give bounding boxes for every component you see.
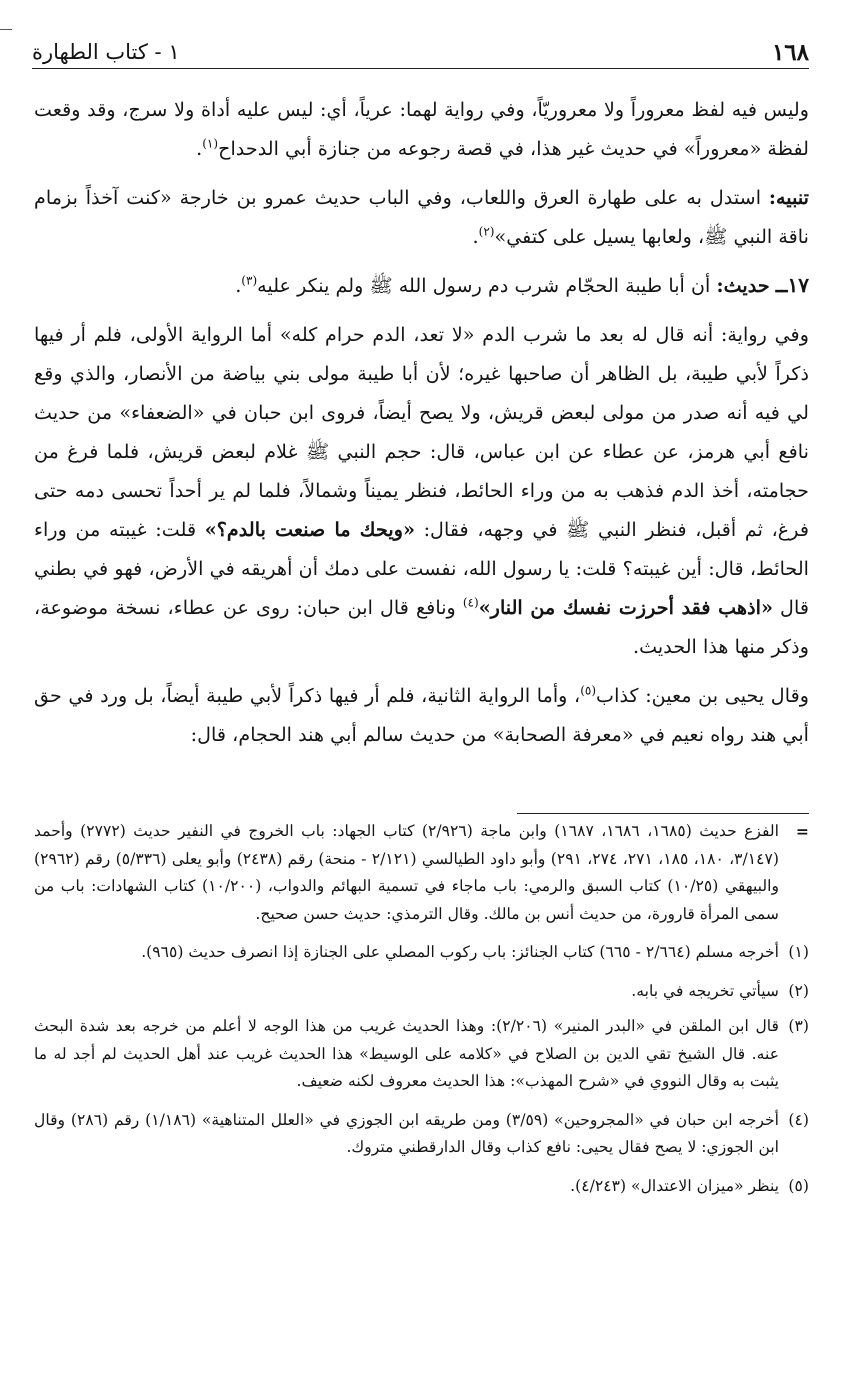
- paragraph-1: وليس فيه لفظ معروراً ولا معروريّاً، وفي رواية لهما: عرياً، أي: ليس عليه أداة ولا سرج، وقد وقعت لفظة «معروراً» في حديث غير هذا، في قصة رجوعه من جنازة أبي الدحداح$^{(١)}$.: [34, 98, 809, 160]
- main-text: [34, 90, 809, 754]
- chapter-title: ١ - كتاب الطهارة: [32, 40, 180, 64]
- yahya-text-b: ، وأما الرواية الثانية، فلم أر فيها ذكراً لأبي طيبة أيضاً، بل ورد في حق أبي هند رواه نعيم في «معرفة الصحابة» من حديث سالم أبي هند الحجام، قال:: [34, 684, 809, 746]
- footnote-ref-4: (٤): [462, 595, 479, 610]
- paragraph-riwaya: [34, 315, 809, 666]
- quote-idhhab: «اذهب فقد أحرزت نفسك من النار»: [478, 596, 773, 619]
- paragraph-1-text: وليس فيه لفظ معروراً ولا معروريّاً، وفي رواية لهما: عرياً، أي: ليس عليه أداة ولا سرج، وقد وقعت لفظة «معروراً» في حديث غير هذا، في قصة رجوعه من جنازة أبي الدحداح: [34, 98, 809, 160]
- footnote-text: الفزع حديث (١٦٨٥، ١٦٨٦، ١٦٨٧) وابن ماجة (٢/٩٢٦) كتاب الجهاد: باب الخروج في النفير حديث (٢٧٧٢) وأحمد (٣/١٤٧، ١٨٠، ١٨٥، ٢٧١، ٢٧٤، ٢٩١) وأبو داود الطيالسي (٢/١٢١ - منحة) رقم (٢٤٣٨) وأبو يعلى (٥/٣٣٦) رقم (٢٩٦٢) والبيهقي (١٠/٢٥) كتاب السبق والرمي: باب ماجاء في تسمية البهائم والدواب، (١٠/٢٠٠) كتاب الشهادات: باب من سمى المرأة قارورة، من حديث أنس بن مالك. وقال الترمذي: حديث حسن صحيح.: [34, 822, 780, 923]
- footnote-ref-2: (٢): [478, 224, 495, 239]
- footnote-3: [34, 1013, 809, 1096]
- riwaya-text-e: ونافع قال ابن حبان: روى عن عطاء، نسخة موضوعة، وذكر منها هذا الحديث.: [34, 596, 809, 658]
- riwaya-text-a: وفي رواية: أنه قال له بعد ما شرب الدم «لا تعد، الدم حرام كله» أما الرواية الأولى، فلم أر فيها ذكراً لأبي طيبة، بل الظاهر أن صاحبها غيره؛ لأن أبا طيبة مولى بني بياضة من الأنصار، والذي وقع لي فيه أنه صدر من مولى لبعض قريش، ولا يصح أيضاً، فروى ابن حبان في «الضعفاء» من حديث نافع أبي هرمز، عن عطاء عن ابن عباس، قال: حجم النبي ﷺ غلام لبعض قريش، فلما فرغ من حجامته، أخذ الدم فذهب به من وراء الحائط، فنظر يميناً وشمالاً، فلما لم ير أحداً تحسى دمه حتى فرغ، ثم أقبل، فنظر النبي ﷺ في وجهه، فقال:: [34, 323, 809, 541]
- footnote-separator: [517, 813, 809, 814]
- yahya-text-a: وقال يحيى بن معين: كذاب: [596, 684, 810, 707]
- footnote-continued: [34, 818, 809, 928]
- footnote-text: قال ابن الملقن في «البدر المنير» (٢/٢٠٦): وهذا الحديث غريب من هذا الوجه لا أعلم من خرجه بعد شدة البحث عنه. قال الشيخ تقي الدين بن الصلاح في «كلامه على الوسيط» هذا الحديث غريب عند أهل الحديث لم أجد له ما يثبت به وقال النووي في «شرح المهذب»: هذا الحديث معروف لكنه ضعيف.: [34, 1017, 779, 1090]
- footnote-mark: (٢): [788, 981, 809, 1000]
- page-number: ١٦٨: [771, 39, 809, 66]
- footnote-text: أخرجه ابن حبان في «المجروحين» (٣/٥٩) ومن طريقه ابن الجوزي في «العلل المتناهية» (١/١٨٦) رقم (٢٨٦) وقال ابن الجوزي: لا يصح فقال يحيى: نافع كذاب وقال الدارقطني متروك.: [34, 1110, 779, 1156]
- footnote-4: [34, 1107, 809, 1162]
- quote-wayhak: «ويحك ما صنعت بالدم؟»: [204, 518, 415, 541]
- footnote-mark: (٤): [788, 1110, 809, 1129]
- edge-mark: [0, 29, 12, 30]
- footnote-ref-1: (١): [202, 136, 219, 151]
- tanbih-text: استدل به على طهارة العرق واللعاب، وفي الباب حديث عمرو بن خارجة «كنت آخذاً بزمام ناقة النبي ﷺ، ولعابها يسيل على كتفي»: [34, 186, 809, 248]
- footnote-mark: =: [795, 822, 809, 841]
- paragraph-tanbih: تنبيه: استدل به على طهارة العرق واللعاب، وفي الباب حديث عمرو بن خارجة «كنت آخذاً بزمام ناقة النبي ﷺ، ولعابها يسيل على كتفي»$^{(٢)}$.: [34, 186, 809, 248]
- tanbih-label: تنبيه:: [768, 186, 809, 209]
- riwaya-text-c: قلت: غيبته من وراء الحائط، قال: أين غيبته؟ قلت: يا رسول الله، نفست على دمك أن أهريقه في الأرض، فهو في بطني قال: [34, 518, 810, 619]
- footnote-ref-5: (٥): [580, 683, 597, 698]
- hadith-text: أن أبا طيبة الحجّام شرب دم رسول الله ﷺ ولم ينكر عليه: [257, 274, 717, 297]
- footnote-ref-3: (٣): [241, 273, 258, 288]
- footnote-1: [34, 939, 809, 967]
- hadith-17: ١٧ــ حديث: أن أبا طيبة الحجّام شرب دم رسول الله ﷺ ولم ينكر عليه$^{(٣)}$.: [235, 273, 809, 297]
- paragraph-yahya: [34, 676, 809, 754]
- running-header: [32, 28, 809, 69]
- footnote-text: أخرجه مسلم (٢/٦٦٤ - ٦٦٥) كتاب الجنائز: باب ركوب المصلي على الجنازة إذا انصرف حديث (٩٦٥).: [141, 943, 779, 961]
- footnote-mark: (٣): [788, 1017, 809, 1035]
- footnote-text: ينظر «ميزان الاعتدال» (٤/٢٤٣).: [570, 1176, 779, 1195]
- footnotes: [34, 818, 809, 1211]
- footnote-2: [34, 978, 809, 1006]
- footnote-text: سيأتي تخريجه في بابه.: [631, 981, 779, 1000]
- footnote-5: [34, 1173, 809, 1201]
- footnote-mark: (٥): [788, 1176, 809, 1195]
- hadith-label: حديث:: [716, 274, 770, 297]
- footnote-mark: (١): [788, 943, 809, 961]
- hadith-number: ١٧ــ: [775, 273, 809, 297]
